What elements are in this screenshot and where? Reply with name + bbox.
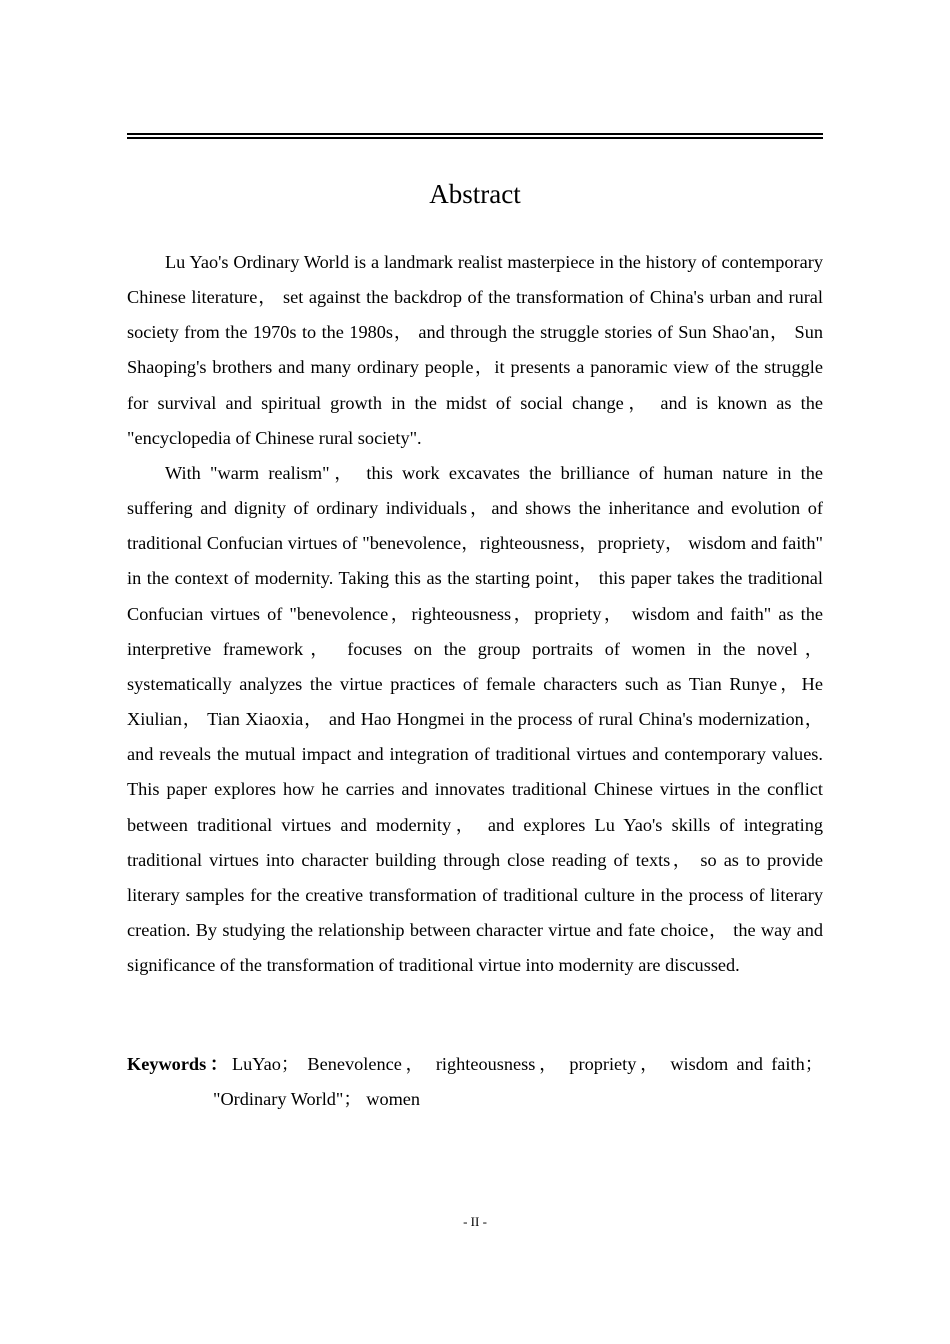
abstract-paragraph-2: With "warm realism"， this work excavates the brilliance of human nature in the suffering and dignity of ordinary individuals，and shows the inheritance and evolution of traditional Confucian virtues of "benevolence，righteousness，propriety， wisdom and faith" in the context of modernity. Taking this as the starting point， this paper takes the traditional Confucian virtues of "benevolence，righteousness，propriety， wisdom and faith" as the interpretive framework， focuses on the group portraits of women in the novel， systematically analyzes the virtue practices of female characters such as Tian Runye，He Xiulian， Tian Xiaoxia， and Hao Hongmei in the process of rural China's modernization， and reveals the mutual impact and integration of traditional virtues and contemporary values. This paper explores how he carries and innovates traditional Chinese virtues in the conflict between traditional virtues and modernity， and explores Lu Yao's skills of integrating traditional virtues into character building through close reading of texts， so as to provide literary samples for the creative transformation of traditional culture in the process of literary creation. By studying the relationship between character virtue and fate choice， the way and significance of the transformation of traditional virtue into modernity are discussed. (127, 462, 823, 976)
abstract-paragraph-1: Lu Yao's Ordinary World is a landmark realist masterpiece in the history of contemporary Chinese literature， set against the backdrop of the transformation of China's urban and rural society from the 1970s to the 1980s， and through the struggle stories of Sun Shao'an， Sun Shaoping's brothers and many ordinary people，it presents a panoramic view of the struggle for survival and spiritual growth in the midst of social change， and is known as the "encyclopedia of Chinese rural society". (127, 252, 823, 448)
keywords-line (127, 1047, 823, 1117)
keywords-list: LuYao； Benevolence， righteousness， propriety， wisdom and faith； "Ordinary World"； women (213, 1054, 823, 1109)
abstract-body (127, 245, 823, 983)
abstract-title: Abstract (429, 179, 521, 209)
page-number: - II - (463, 1214, 487, 1229)
header-double-rule (127, 133, 823, 139)
keywords-label: Keywords： (127, 1054, 232, 1074)
